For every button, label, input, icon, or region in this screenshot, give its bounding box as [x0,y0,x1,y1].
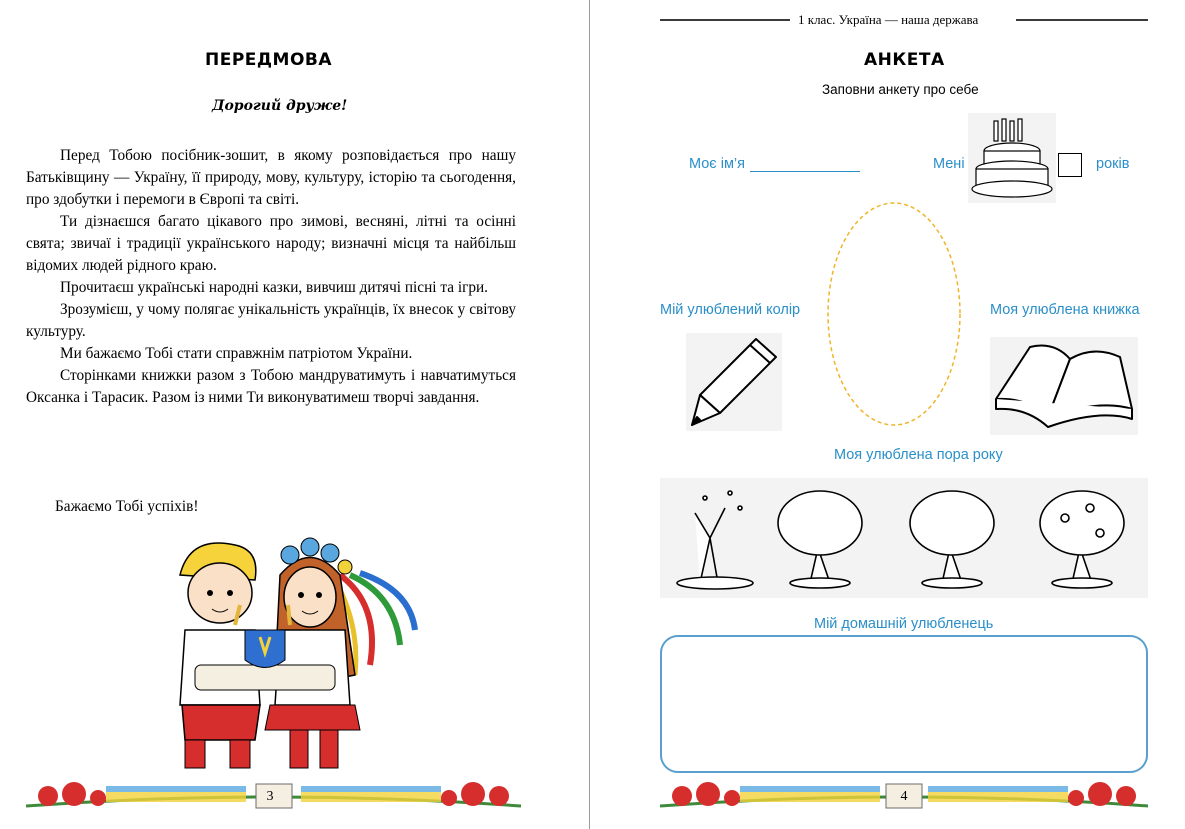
page-title-left: ПЕРЕДМОВА [205,50,333,70]
page-number-left: 3 [266,789,274,804]
paragraph: Зрозумієш, у чому полягає унікальність українців, їх внесок у світову культуру. [26,301,516,340]
paragraph: Сторінками книжки разом з Тобою мандруватимуть і навчатимуться Оксанка і Тарасик. Разом із ними Ти виконуватимеш творчі завдання. [26,367,516,406]
favorite-book-label: Моя улюблена книжка [990,302,1140,318]
favorite-season-label: Моя улюблена пора року [834,447,1003,463]
children-illustration [160,535,420,775]
favorite-color-label: Мій улюблений колір [660,302,801,318]
pet-drawing-box[interactable] [660,635,1148,773]
page-divider [589,0,590,829]
age-prefix: Мені [933,156,965,172]
page-number-right: 4 [900,789,908,804]
header-rule-left [660,19,790,21]
season-trees [660,478,1148,598]
age-input-box[interactable] [1058,153,1082,177]
photo-oval[interactable] [826,201,962,427]
name-label: Моє ім’я [689,156,745,172]
closing-text: Бажаємо Тобі успіхів! [55,498,199,515]
page-title-right: АНКЕТА [864,50,945,70]
running-header: 1 клас. Україна — наша держава [798,12,979,27]
paragraph: Ми бажаємо Тобі стати справжнім патріотом України. [60,345,413,362]
greeting: Дорогий друже! [212,98,348,114]
header-rule-right [1016,19,1148,21]
preface-text [26,145,516,409]
open-book-icon [990,337,1138,435]
paragraph: Прочитаєш українські народні казки, вивчиш дитячі пісні та ігри. [60,279,488,296]
pencil-icon [686,333,782,431]
age-suffix: років [1096,156,1130,172]
subtitle: Заповни анкету про себе [822,82,979,97]
name-input-line[interactable] [750,171,860,172]
paragraph: Перед Тобою посібник-зошит, в якому розповідається про нашу Батьківщину — Україну, її природу, мову, культуру, історію та сьогодення, про здобутки і перемоги в Європі та світі. [26,147,516,208]
favorite-pet-label: Мій домашній улюбленець [814,616,994,632]
paragraph: Ти дізнаєшся багато цікавого про зимові, весняні, літні та осінні свята; звичаї і традиції українського народу; визначні місця та найбільш відомих людей рідного краю. [26,213,516,274]
birthday-cake-icon [968,113,1056,203]
